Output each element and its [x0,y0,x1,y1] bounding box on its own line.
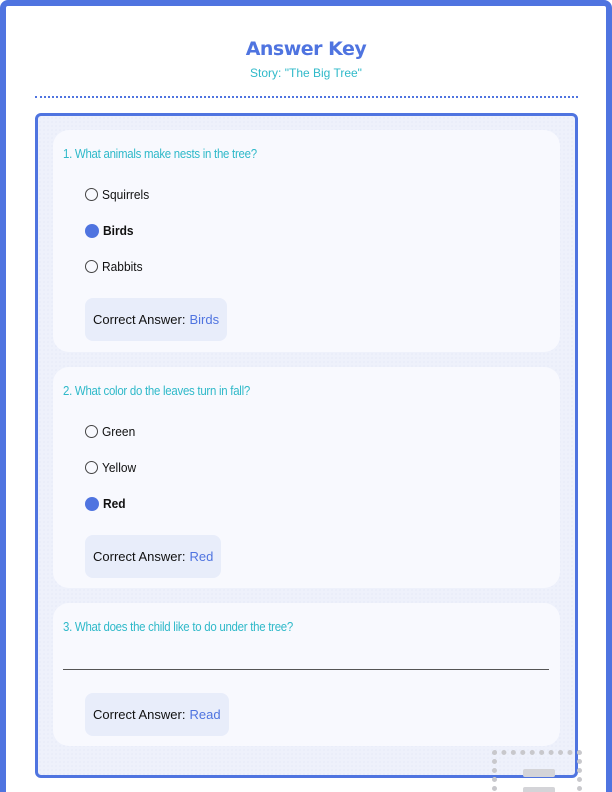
option-birds[interactable] [85,223,136,238]
radio-unchecked-icon[interactable] [85,260,98,273]
option-squirrels[interactable] [85,187,153,202]
correct-answer-label: Correct Answer: [93,549,186,564]
story-subtitle: Story: "The Big Tree" [250,66,362,80]
option-label: Red [103,496,126,511]
watermark-bar [523,787,555,792]
radio-unchecked-icon[interactable] [85,425,98,438]
option-red[interactable] [85,496,128,511]
question-text: 3. What does the child like to do under the tree? [63,619,294,634]
radio-checked-icon[interactable] [85,224,99,238]
correct-answer-value: Birds [189,312,220,327]
correct-answer-label: Correct Answer: [93,312,186,327]
answer-write-line[interactable] [63,669,549,670]
question-card-1 [53,130,560,352]
question-card-2 [53,367,560,588]
radio-unchecked-icon[interactable] [85,461,98,474]
option-label: Rabbits [102,259,143,274]
correct-answer-box [85,298,227,341]
page-header [0,38,612,80]
questions-container [35,113,578,778]
dotted-divider [35,96,578,98]
radio-checked-icon[interactable] [85,497,99,511]
radio-unchecked-icon[interactable] [85,188,98,201]
page-title: Answer Key [245,38,367,60]
option-label: Yellow [102,460,137,475]
correct-answer-box [85,535,221,578]
option-green[interactable] [85,424,138,439]
option-yellow[interactable] [85,460,139,475]
watermark-icon [492,750,582,792]
option-label: Birds [103,223,134,238]
correct-answer-box [85,693,229,736]
correct-answer-value: Read [189,707,221,722]
question-text: 1. What animals make nests in the tree? [63,146,257,161]
option-label: Squirrels [102,187,150,202]
option-label: Green [102,424,136,439]
correct-answer-value: Red [189,549,214,564]
question-card-3 [53,603,560,746]
watermark-bar [523,769,555,777]
correct-answer-label: Correct Answer: [93,707,186,722]
option-rabbits[interactable] [85,259,146,274]
question-text: 2. What color do the leaves turn in fall? [63,383,250,398]
